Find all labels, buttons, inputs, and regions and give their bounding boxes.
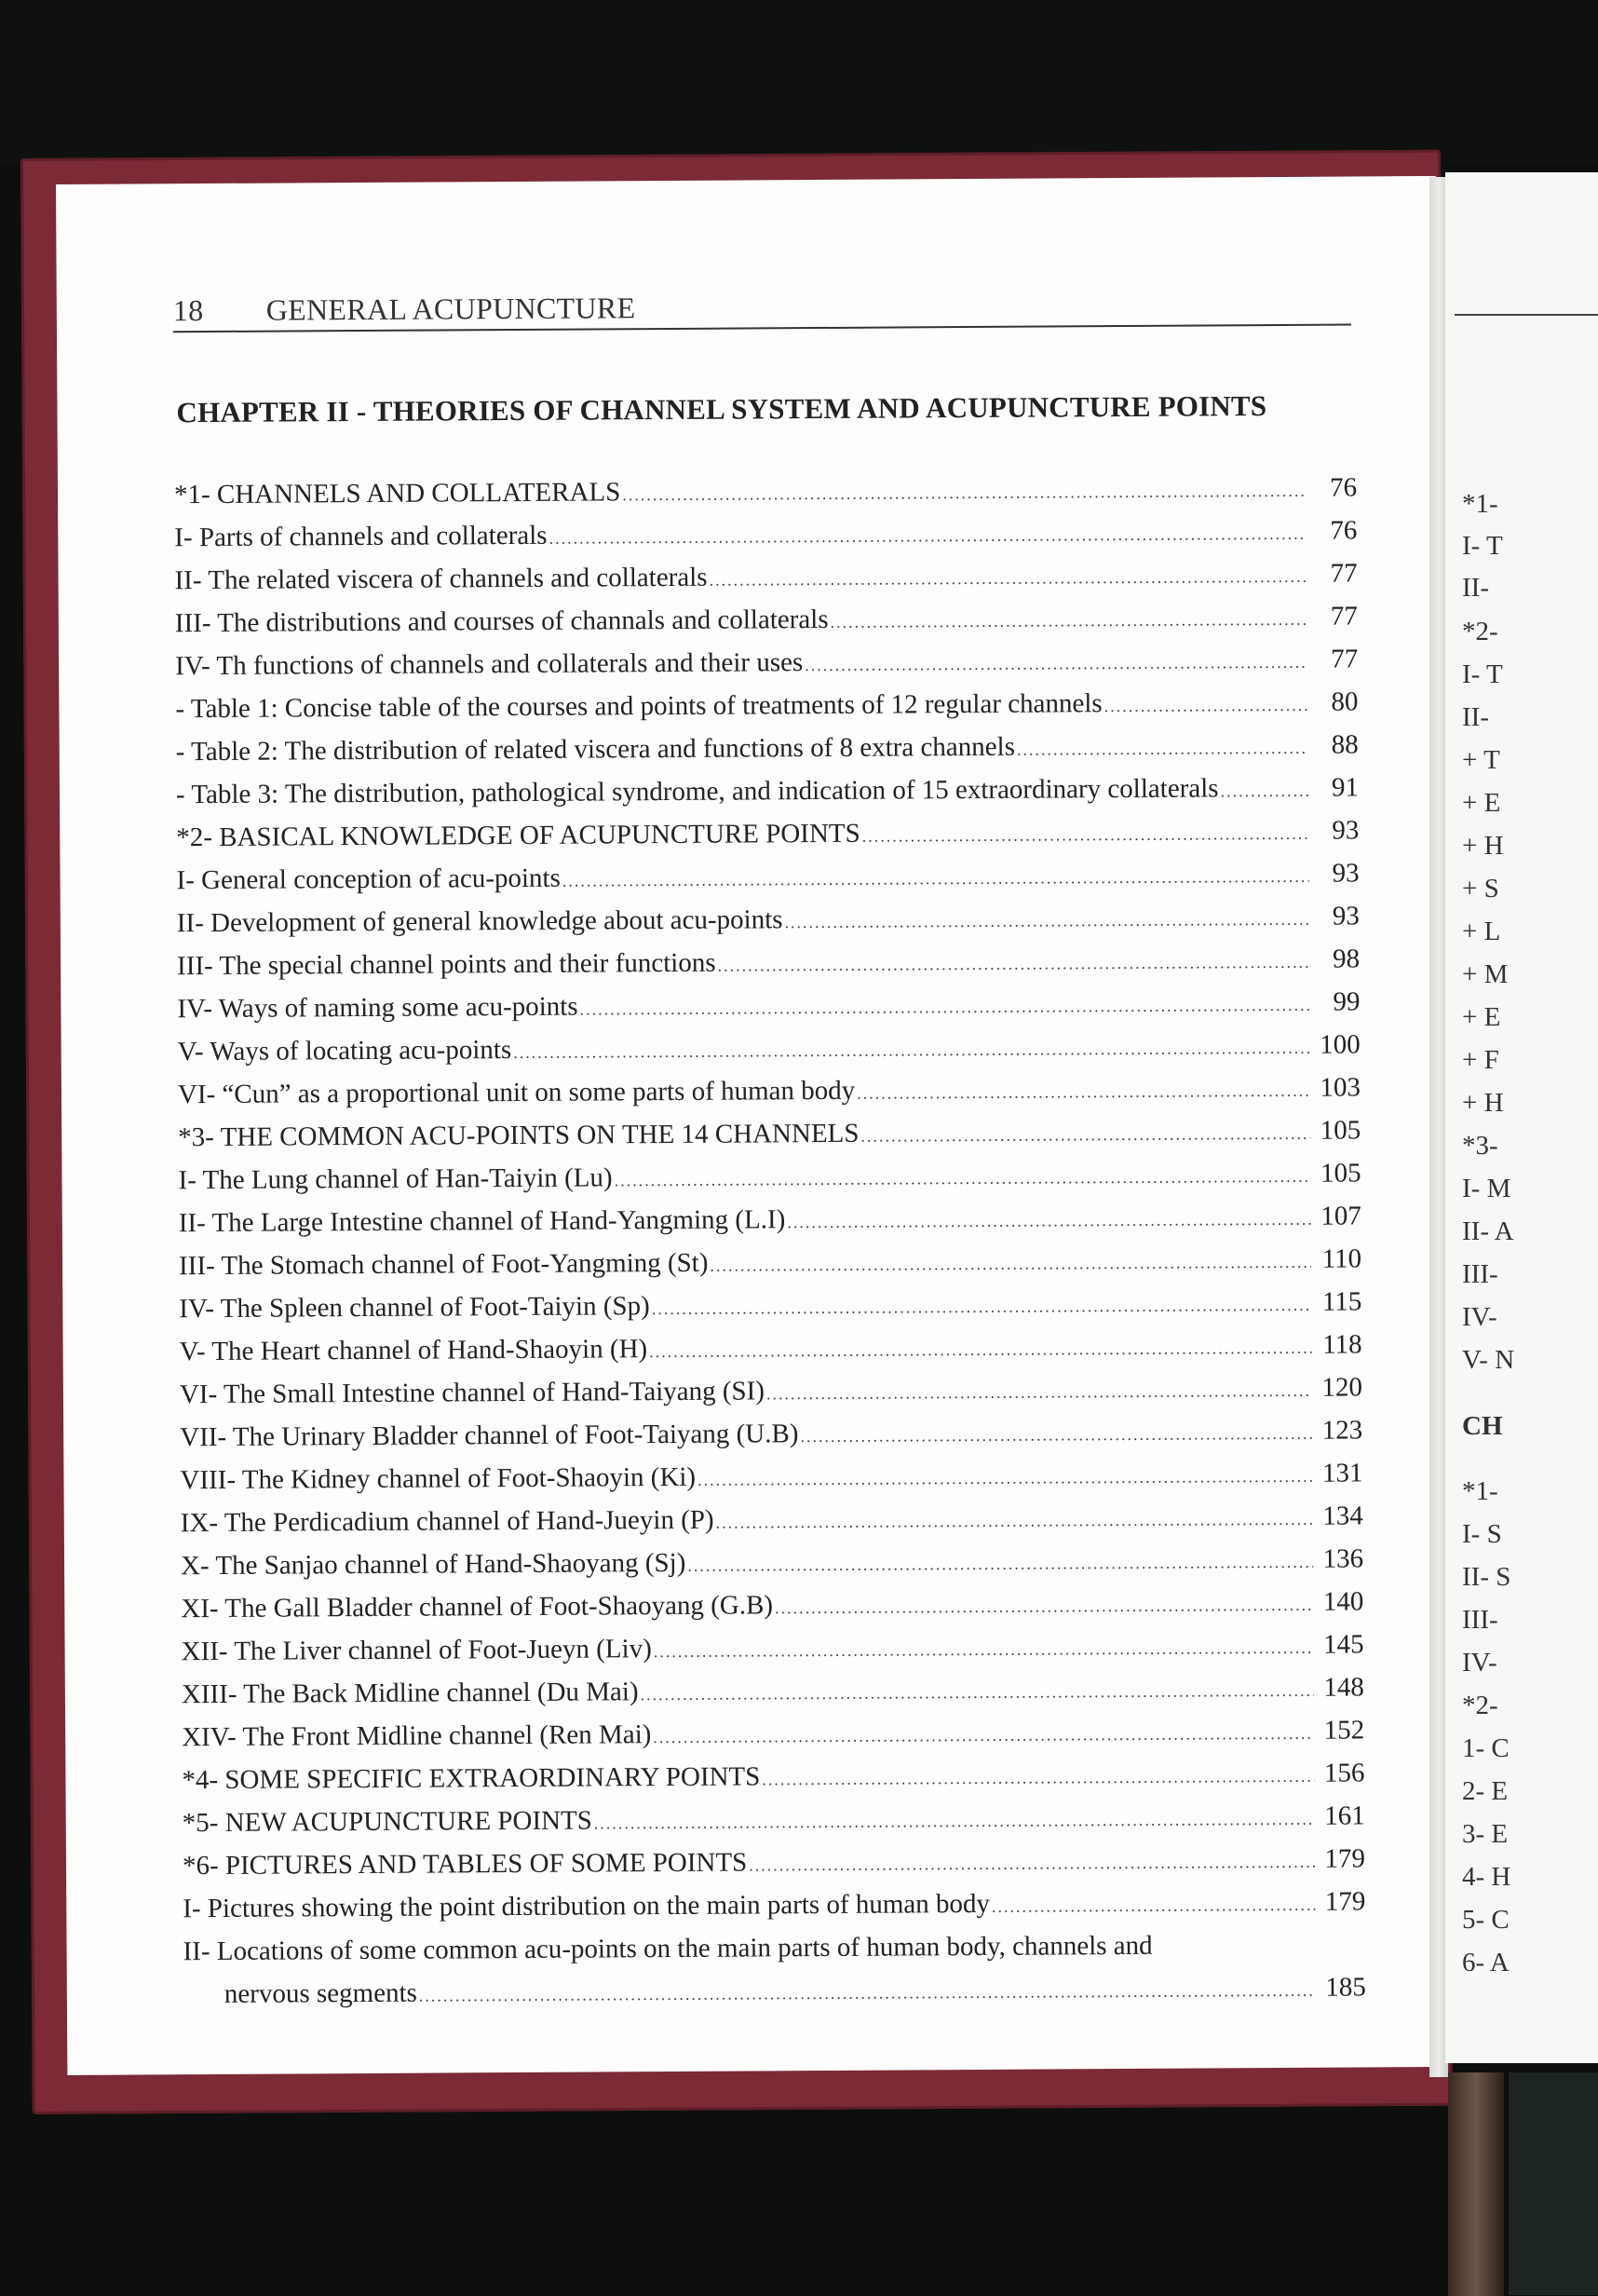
toc-entry bbox=[180, 1372, 1362, 1422]
toc-entry bbox=[174, 472, 1357, 523]
toc-entry bbox=[177, 986, 1360, 1037]
dot-leader bbox=[1104, 696, 1308, 716]
toc-entry-page: 77 bbox=[1330, 558, 1358, 589]
toc-entry bbox=[178, 1115, 1361, 1165]
right-page-fragment: 6- A bbox=[1462, 1948, 1510, 1977]
right-page-fragment: I- S bbox=[1462, 1519, 1502, 1549]
dot-leader bbox=[513, 1039, 1310, 1063]
dot-leader bbox=[697, 1467, 1313, 1490]
toc-entry-page: 123 bbox=[1321, 1415, 1363, 1446]
toc-entry-page: 80 bbox=[1331, 686, 1359, 717]
dot-leader bbox=[709, 567, 1307, 591]
dot-leader bbox=[762, 1767, 1314, 1790]
toc-entry-label: V- The Heart channel of Hand-Shaoyin (H) bbox=[179, 1334, 648, 1367]
dot-leader bbox=[787, 1210, 1311, 1232]
right-page-fragment: II- bbox=[1462, 573, 1489, 603]
right-page-fragment: V- N bbox=[1462, 1345, 1515, 1375]
scan-background bbox=[0, 0, 1598, 163]
dot-leader bbox=[548, 524, 1307, 549]
toc-entry bbox=[176, 815, 1359, 865]
toc-entry-page: 120 bbox=[1321, 1372, 1363, 1403]
toc-entry-label: *6- PICTURES AND TABLES OF SOME POINTS bbox=[182, 1847, 748, 1882]
toc-entry-label: VI- “Cun” as a proportional unit on some parts of human body bbox=[177, 1075, 856, 1110]
toc-entry-label: II- Development of general knowledge about acu-points bbox=[176, 904, 783, 939]
toc-entry bbox=[176, 772, 1359, 822]
dot-leader bbox=[419, 1981, 1316, 2006]
toc-entry bbox=[180, 1458, 1362, 1508]
toc-entry bbox=[175, 644, 1358, 694]
toc-entry-label: VI- The Small Intestine channel of Hand-Taiyang (SI) bbox=[179, 1376, 765, 1410]
running-title: GENERAL ACUPUNCTURE bbox=[265, 291, 636, 327]
toc-entry-label: *3- THE COMMON ACU-POINTS ON THE 14 CHANNELS bbox=[178, 1118, 860, 1153]
toc-entry-label: II- Locations of some common acu-points on the main parts of human body, channels and bbox=[183, 1930, 1153, 1967]
toc-entry bbox=[182, 1629, 1364, 1679]
toc-entry-page: 77 bbox=[1330, 601, 1358, 632]
toc-entry-label: *2- BASICAL KNOWLEDGE OF ACUPUNCTURE POINTS bbox=[176, 818, 860, 853]
dot-leader bbox=[992, 1895, 1315, 1917]
toc-entry-page: 110 bbox=[1321, 1243, 1362, 1274]
toc-entry-page: 148 bbox=[1323, 1672, 1364, 1703]
toc-entry-label: IV- Ways of naming some acu-points bbox=[177, 991, 578, 1025]
toc-entry-page: 77 bbox=[1331, 644, 1359, 674]
toc-entry-page: 98 bbox=[1333, 944, 1361, 974]
right-page-fragment: + F bbox=[1462, 1045, 1499, 1075]
toc-entry bbox=[179, 1243, 1361, 1294]
right-page-fragment: II- A bbox=[1462, 1216, 1514, 1246]
toc-entry-page: 103 bbox=[1320, 1072, 1361, 1103]
dot-leader bbox=[716, 1510, 1313, 1533]
right-page-fragment: IV- bbox=[1462, 1648, 1497, 1678]
toc-entry bbox=[175, 686, 1358, 737]
right-page-fragment: *2- bbox=[1462, 617, 1498, 646]
left-page bbox=[56, 176, 1447, 2075]
toc-entry-page: 179 bbox=[1324, 1843, 1366, 1874]
toc-entry-label: I- Pictures showing the point distribution on the main parts of human body bbox=[183, 1888, 991, 1924]
scan-background-corner bbox=[1509, 2072, 1598, 2295]
dot-leader bbox=[649, 1338, 1312, 1362]
right-page-fragment: + L bbox=[1462, 917, 1501, 946]
dot-leader bbox=[831, 610, 1307, 632]
dot-leader bbox=[749, 1853, 1315, 1876]
toc-entry-page: 93 bbox=[1332, 858, 1360, 889]
right-page-fragment: I- T bbox=[1462, 659, 1503, 689]
toc-entry-label: *1- CHANNELS AND COLLATERALS bbox=[173, 477, 621, 510]
toc-entry-page: 145 bbox=[1323, 1629, 1364, 1660]
toc-entry-label: *5- NEW ACUPUNCTURE POINTS bbox=[182, 1805, 592, 1839]
toc-entry-label: nervous segments bbox=[223, 1977, 417, 2009]
chapter-title: CHAPTER II - THEORIES OF CHANNEL SYSTEM AND ACUPUNCTURE POINTS bbox=[176, 389, 1267, 429]
right-page-fragment: + T bbox=[1462, 745, 1500, 775]
toc-entry-page: 136 bbox=[1322, 1543, 1364, 1574]
dot-leader bbox=[800, 1424, 1312, 1447]
toc-entry-label: XIV- The Front Midline channel (Ren Mai) bbox=[182, 1719, 652, 1753]
right-page-fragment: *2- bbox=[1462, 1691, 1498, 1720]
toc-entry bbox=[178, 1029, 1361, 1080]
table-of-contents bbox=[174, 472, 1366, 2020]
toc-entry bbox=[181, 1586, 1363, 1637]
toc-entry bbox=[174, 515, 1357, 565]
toc-entry bbox=[176, 858, 1359, 908]
ribbon-bookmark bbox=[1448, 2072, 1504, 2296]
right-page-fragment: *1- bbox=[1462, 1476, 1498, 1506]
toc-entry-label: - Table 2: The distribution of related viscera and functions of 8 extra channels bbox=[175, 731, 1016, 768]
toc-entry-label: *4- SOME SPECIFIC EXTRAORDINARY POINTS bbox=[182, 1761, 761, 1796]
right-page-fragment: + M bbox=[1462, 959, 1509, 989]
toc-entry-label: V- Ways of locating acu-points bbox=[177, 1035, 512, 1067]
toc-entry bbox=[181, 1543, 1363, 1594]
dot-leader bbox=[1017, 739, 1308, 760]
dot-leader bbox=[653, 1724, 1314, 1747]
dot-leader bbox=[860, 1124, 1310, 1147]
right-page-fragment: 3- E bbox=[1462, 1819, 1509, 1849]
toc-entry bbox=[177, 944, 1360, 994]
toc-entry-label: XIII- The Back Midline channel (Du Mai) bbox=[181, 1677, 639, 1710]
toc-entry-page: 105 bbox=[1320, 1158, 1361, 1189]
toc-entry bbox=[175, 558, 1358, 608]
toc-entry-label: I- General conception of acu-points bbox=[176, 863, 561, 896]
toc-entry bbox=[183, 1929, 1365, 1979]
toc-entry-label: III- The special channel points and their functions bbox=[177, 947, 716, 982]
toc-entry bbox=[179, 1286, 1361, 1337]
toc-entry-page: 134 bbox=[1322, 1501, 1363, 1531]
toc-entry-label: X- The Sanjao channel of Hand-Shaoyang (Sj) bbox=[180, 1547, 686, 1582]
toc-entry-page: 107 bbox=[1320, 1201, 1361, 1231]
dot-leader bbox=[622, 482, 1307, 505]
toc-entry-page: 156 bbox=[1323, 1758, 1365, 1788]
right-page-header-rule bbox=[1455, 314, 1598, 316]
toc-entry-page: 131 bbox=[1321, 1458, 1363, 1488]
toc-entry bbox=[175, 601, 1358, 651]
toc-entry-label: XII- The Liver channel of Foot-Jueyn (Liv) bbox=[181, 1634, 652, 1667]
right-page-edge bbox=[1445, 172, 1598, 2063]
right-page-fragment: 4- H bbox=[1462, 1862, 1511, 1892]
toc-entry-label: I- Parts of channels and collaterals bbox=[174, 520, 548, 553]
toc-entry-page: 76 bbox=[1329, 472, 1358, 503]
dot-leader bbox=[766, 1381, 1312, 1405]
right-page-fragment: *3- bbox=[1462, 1131, 1498, 1161]
dot-leader bbox=[775, 1596, 1313, 1619]
toc-entry bbox=[183, 1843, 1365, 1894]
toc-entry-label: XI- The Gall Bladder channel of Foot-Shaoyang (G.B) bbox=[181, 1590, 774, 1624]
dot-leader bbox=[718, 953, 1310, 976]
toc-entry bbox=[180, 1329, 1362, 1379]
right-page-fragment: *1- bbox=[1462, 489, 1498, 519]
toc-entry-page: 185 bbox=[1325, 1972, 1366, 2003]
toc-entry-page: 76 bbox=[1330, 515, 1358, 546]
toc-entry-label: - Table 3: The distribution, pathological syndrome, and indication of 15 extraordinary collaterals bbox=[175, 773, 1219, 810]
toc-entry-page: 140 bbox=[1322, 1586, 1364, 1617]
dot-leader bbox=[562, 867, 1309, 891]
right-page-fragment: 2- E bbox=[1462, 1776, 1509, 1806]
toc-entry bbox=[178, 1158, 1361, 1208]
right-page-fragment: + H bbox=[1462, 1088, 1504, 1118]
toc-entry-page: 100 bbox=[1320, 1029, 1361, 1060]
toc-entry-page: 105 bbox=[1320, 1115, 1361, 1146]
right-page-fragment: II- S bbox=[1462, 1562, 1511, 1592]
dot-leader bbox=[580, 996, 1310, 1020]
toc-entry-page: 93 bbox=[1332, 815, 1360, 846]
dot-leader bbox=[784, 910, 1308, 932]
right-page-fragment: III- bbox=[1462, 1259, 1498, 1289]
toc-entry bbox=[183, 1886, 1365, 1936]
toc-entry-label: III- The Stomach channel of Foot-Yangming (St) bbox=[178, 1247, 709, 1282]
right-page-fragment: CH bbox=[1462, 1411, 1503, 1441]
dot-leader bbox=[687, 1553, 1313, 1576]
toc-entry-label: IX- The Perdicadium channel of Hand-Jueyin (P) bbox=[180, 1504, 714, 1539]
toc-entry-label: II- The related viscera of channels and collaterals bbox=[174, 562, 708, 596]
toc-entry-page: 88 bbox=[1331, 729, 1359, 760]
right-page-fragment: + E bbox=[1462, 1002, 1501, 1032]
toc-entry bbox=[178, 1072, 1361, 1122]
dot-leader bbox=[862, 824, 1309, 847]
dot-leader bbox=[594, 1810, 1315, 1834]
toc-entry-page: 179 bbox=[1324, 1886, 1366, 1917]
toc-entry bbox=[181, 1501, 1363, 1551]
toc-entry-label: IV- The Spleen channel of Foot-Taiyin (Sp) bbox=[179, 1291, 650, 1325]
toc-entry-label: - Table 1: Concise table of the courses and points of treatments of 12 regular channels bbox=[175, 688, 1103, 725]
toc-entry-page: 118 bbox=[1322, 1329, 1362, 1360]
right-page-fragment: + E bbox=[1462, 788, 1501, 818]
page-number: 18 bbox=[172, 293, 204, 328]
right-page-fragment: III- bbox=[1462, 1605, 1498, 1635]
toc-entry-label: III- The distributions and courses of channals and collaterals bbox=[174, 604, 829, 639]
toc-entry-page: 91 bbox=[1331, 772, 1360, 803]
toc-entry-label: VIII- The Kidney channel of Foot-Shaoyin (Ki) bbox=[180, 1461, 697, 1496]
toc-entry bbox=[179, 1201, 1361, 1251]
dot-leader bbox=[805, 653, 1307, 675]
right-page-fragment: 5- C bbox=[1462, 1905, 1510, 1935]
right-page-fragment: I- T bbox=[1462, 531, 1503, 561]
right-page-fragment: I- M bbox=[1462, 1174, 1511, 1203]
toc-entry-label: VII- The Urinary Bladder channel of Foot-Taiyang (U.B) bbox=[180, 1419, 799, 1453]
toc-entry bbox=[180, 1415, 1362, 1465]
dot-leader bbox=[615, 1167, 1311, 1191]
dot-leader bbox=[857, 1081, 1310, 1104]
dot-leader bbox=[652, 1296, 1312, 1319]
right-page-fragment: + H bbox=[1462, 831, 1504, 861]
toc-entry-continuation bbox=[183, 1972, 1366, 2020]
toc-entry-page: 161 bbox=[1324, 1800, 1365, 1831]
toc-entry-page: 115 bbox=[1321, 1286, 1362, 1317]
toc-entry bbox=[177, 901, 1360, 951]
toc-entry-label: IV- Th functions of channels and collaterals and their uses bbox=[175, 647, 804, 682]
toc-entry-page: 99 bbox=[1333, 986, 1361, 1017]
toc-entry bbox=[182, 1758, 1364, 1808]
dot-leader bbox=[710, 1253, 1311, 1276]
dot-leader bbox=[1220, 781, 1308, 802]
toc-entry bbox=[183, 1800, 1365, 1851]
dot-leader bbox=[654, 1638, 1314, 1662]
right-page-fragment: + S bbox=[1462, 874, 1499, 903]
toc-entry-label: II- The Large Intestine channel of Hand-Yangming (L.I) bbox=[178, 1204, 786, 1239]
right-page-fragment: 1- C bbox=[1462, 1733, 1510, 1763]
toc-entry bbox=[176, 729, 1359, 780]
toc-entry-page: 93 bbox=[1332, 901, 1360, 931]
right-page-fragment: IV- bbox=[1462, 1302, 1497, 1332]
toc-entry-page: 152 bbox=[1323, 1715, 1365, 1746]
toc-entry-label: I- The Lung channel of Han-Taiyin (Lu) bbox=[178, 1162, 613, 1196]
toc-entry bbox=[182, 1715, 1364, 1765]
dot-leader bbox=[641, 1681, 1314, 1705]
right-page-fragment: II- bbox=[1462, 702, 1489, 732]
running-header bbox=[173, 279, 1351, 333]
toc-entry bbox=[182, 1672, 1364, 1722]
